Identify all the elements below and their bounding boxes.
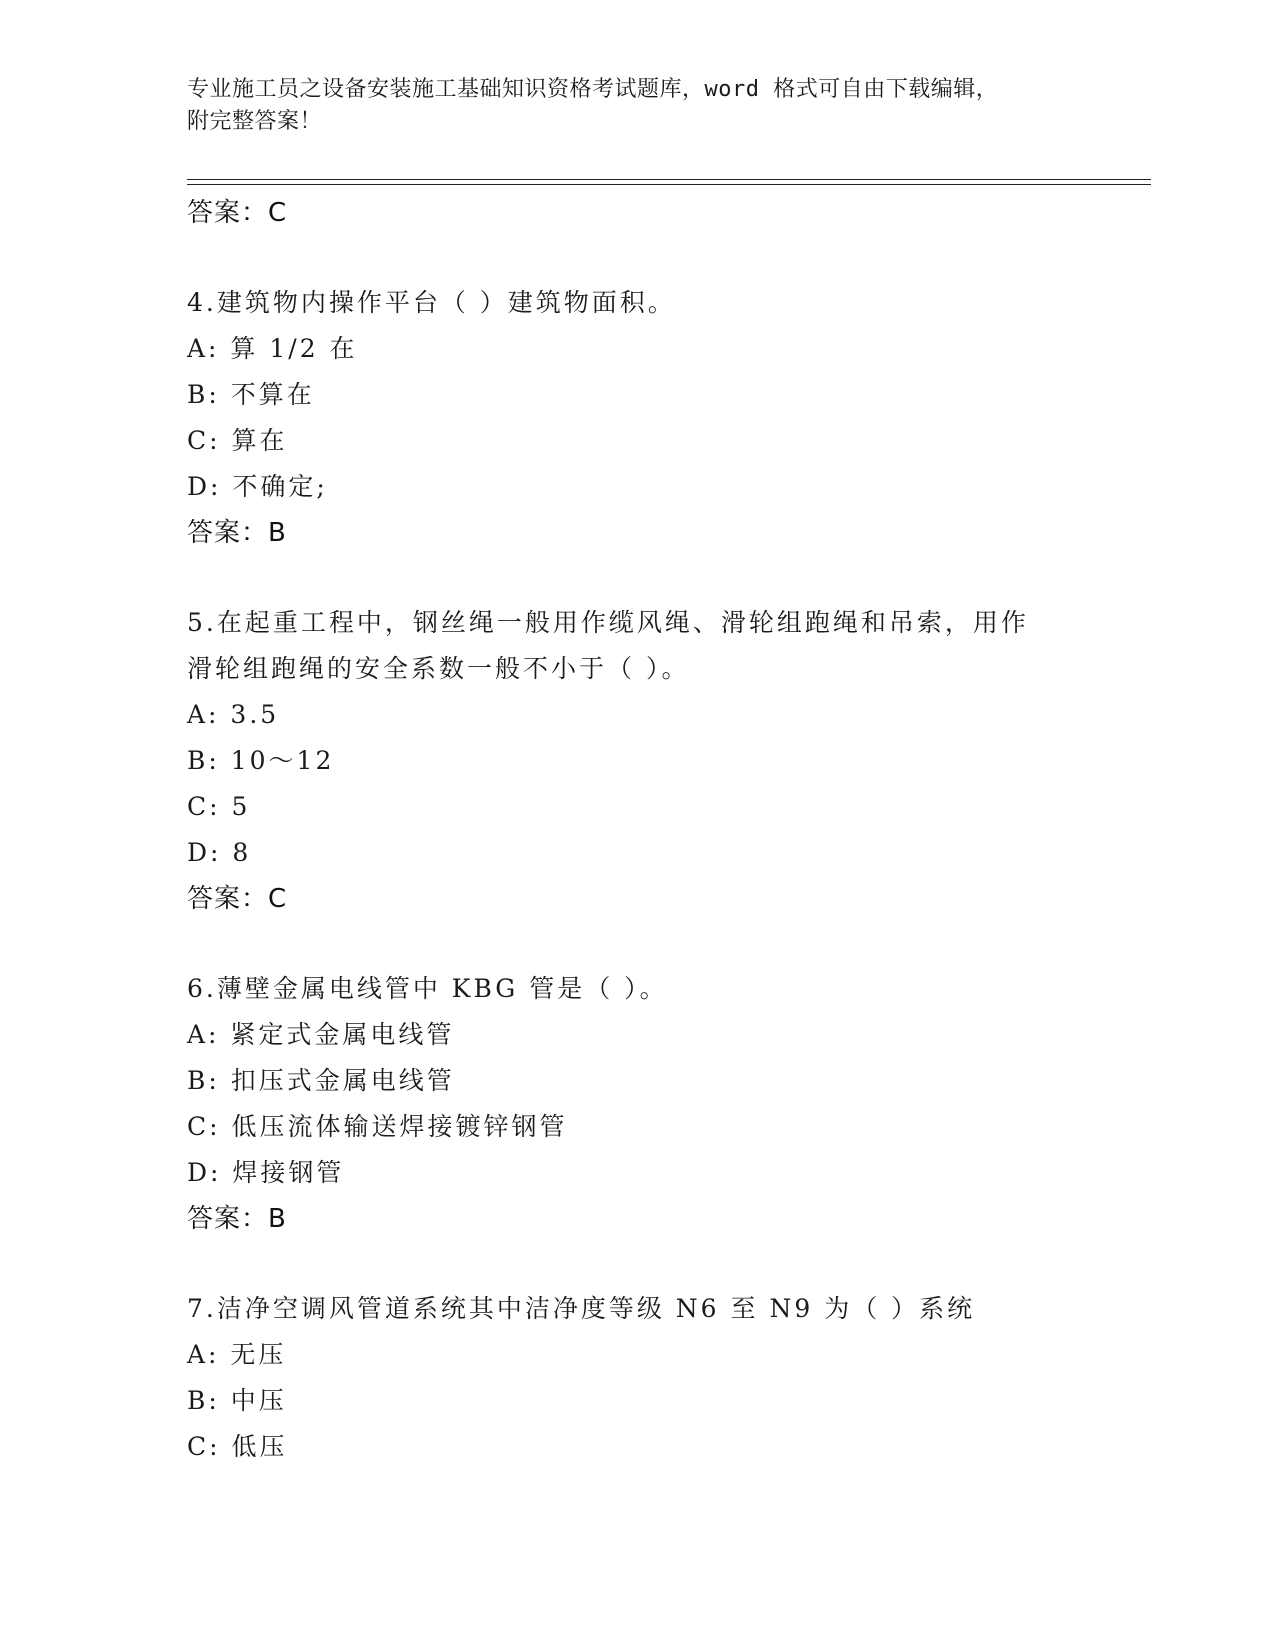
answer: 答案：B: [187, 518, 287, 548]
option-c: C: 低压流体输送焊接镀锌钢管: [187, 1112, 568, 1141]
spacer: [187, 1242, 1147, 1286]
answer-q3: 答案：C: [187, 198, 288, 228]
question-stem-line-1: 5.在起重工程中，钢丝绳一般用作缆风绳、滑轮组跑绳和吊索，用作: [187, 608, 1029, 637]
option-a: A: 紧定式金属电线管: [187, 1020, 455, 1049]
answer: 答案：B: [187, 1204, 287, 1234]
option-b: B: 10～12: [187, 746, 335, 775]
spacer: [187, 922, 1147, 966]
question-stem-line-2: 滑轮组跑绳的安全系数一般不小于（ ）。: [187, 654, 690, 683]
question-6: [187, 966, 1147, 1242]
option-b: B: 扣压式金属电线管: [187, 1066, 455, 1095]
option-c: C: 低压: [187, 1432, 288, 1461]
option-a: A: 3.5: [187, 700, 280, 729]
header-rule-bottom: [187, 184, 1151, 185]
spacer: [187, 556, 1147, 600]
option-d: D: 8: [187, 838, 252, 867]
option-a: A: 无压: [187, 1340, 287, 1369]
option-a: A: 算 1/2 在: [187, 334, 358, 363]
header-line-2: 附完整答案！: [187, 109, 323, 134]
answer: 答案：C: [187, 884, 288, 914]
header-rule-top: [187, 179, 1151, 180]
question-stem: 6.薄壁金属电线管中 KBG 管是（ ）。: [187, 974, 668, 1003]
question-7: [187, 1286, 1147, 1470]
option-c: C: 算在: [187, 426, 288, 455]
header-line-1: 专业施工员之设备安装施工基础知识资格考试题库，word 格式可自由下载编辑，: [187, 77, 999, 102]
question-stem: 7.洁净空调风管道系统其中洁净度等级 N6 至 N9 为（ ）系统: [187, 1294, 976, 1323]
document-header: [187, 74, 1067, 138]
option-d: D: 不确定;: [187, 472, 328, 501]
option-d: D: 焊接钢管: [187, 1158, 345, 1187]
option-c: C: 5: [187, 792, 251, 821]
question-4: [187, 280, 1147, 556]
spacer: [187, 236, 1147, 280]
option-b: B: 中压: [187, 1386, 287, 1415]
question-list: [187, 190, 1147, 1470]
question-stem: 4.建筑物内操作平台（ ）建筑物面积。: [187, 288, 676, 317]
question-5: [187, 600, 1147, 922]
option-b: B: 不算在: [187, 380, 315, 409]
